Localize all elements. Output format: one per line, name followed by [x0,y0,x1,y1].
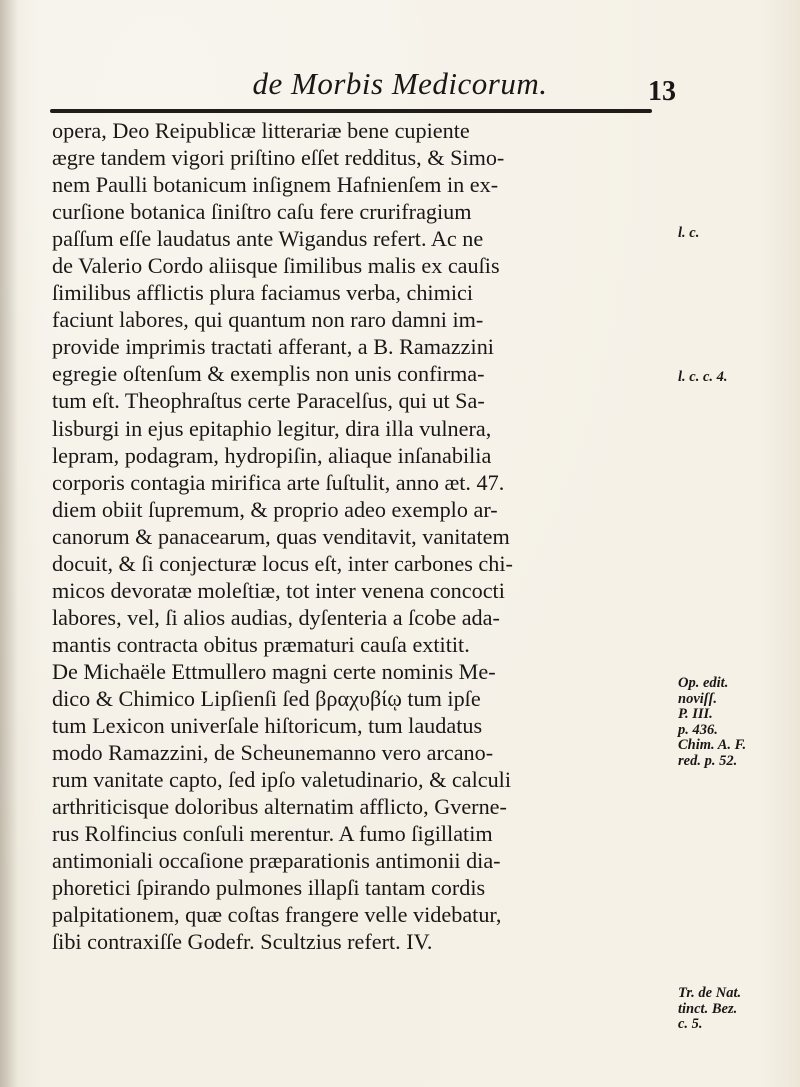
text-line: nem Paulli botanicum inſignem Hafnienſem in ex- [52,172,499,198]
text-line: modo Ramazzini, de Scheunemanno vero arcano- [52,740,494,766]
text-line: lepram, podagram, hydropiſin, aliaque inſanabilia [52,442,492,468]
text-line: paſſum eſſe laudatus ante Wigandus refert. Ac ne [52,226,484,252]
text-line: ſimilibus afflictis plura faciamus verba, chimici [52,280,474,306]
text-line: rus Rolfincius conſuli merentur. A fumo ſigillatim [52,821,493,847]
text-line: de Valerio Cordo aliisque ſimilibus malis ex cauſis [52,253,500,279]
margin-note [678,370,728,386]
text-line: De Michaële Ettmullero magni certe nominis Me- [52,658,496,684]
margin-note-line: noviſſ. [678,690,718,707]
text-line: provide imprimis tractati afferant, a B. Ramazzini [52,334,494,360]
text-line: phoretici ſpirando pulmones illapſi tantam cordis [52,875,486,901]
text-line: curſione botanica ſiniſtro caſu fere crurifragium [52,199,472,225]
running-head-title: de Morbis Medicorum. [252,66,548,101]
page-number: 13 [648,76,676,107]
margin-note-line: p. 436. [678,721,718,738]
header-rule [50,109,652,113]
text-line: faciunt labores, qui quantum non raro damni im- [52,307,484,333]
text-line: tum Lexicon univerſale hiſtoricum, tum laudatus [52,713,483,739]
text-line: antimoniali occaſione præparationis antimonii dia- [52,848,501,874]
text-line: docuit, & ſi conjecturæ locus eſt, inter carbones chi- [52,550,513,576]
margin-note-line: P. III. [678,706,713,722]
margin-note-line: c. 5. [678,1016,703,1032]
margin-note-line: l. c. c. 4. [678,369,728,385]
text-line: lisburgi in ejus epitaphio legitur, dira illa vulnera, [52,415,492,441]
text-line: ſibi contraxiſſe Godefr. Scultzius refert. IV. [52,929,433,955]
body-text [52,117,672,955]
text-line: corporis contagia mirifica arte ſuſtulit, anno æt. 47. [52,469,505,495]
margin-note-line: Chim. A. F. [678,737,747,753]
text-line: palpitationem, quæ coſtas frangere velle videbatur, [52,902,502,928]
text-line: rum vanitate capto, ſed ipſo valetudinario, & calculi [52,767,512,793]
margin-note-line: red. p. 52. [678,752,738,769]
text-line: mantis contracta obitus præmaturi cauſa extitit. [52,631,470,657]
text-line: labores, vel, ſi alios audias, dyſenteria a ſcobe ada- [52,604,500,630]
text-line: canorum & panacearum, quas venditavit, vanitatem [52,523,510,549]
margin-note-line: tinct. Bez. [678,1000,738,1017]
margin-note [678,676,746,769]
text-line: opera, Deo Reipublicæ litterariæ bene cupiente [52,118,470,143]
text-line: diem obiit ſupremum, & proprio adeo exemplo ar- [52,496,498,522]
text-line: micos devoratæ moleſtiæ, tot inter venena concocti [52,577,505,603]
margin-note-line: Op. edit. [678,675,729,691]
gutter-shadow [0,0,18,1087]
text-line: tum eſt. Theophraſtus certe Paracelſus, qui ut Sa- [52,388,485,414]
text-line: egregie oſtenſum & exemplis non unis confirma- [52,361,485,387]
text-line: ægre tandem vigori priſtino eſſet redditus, & Simo- [52,145,505,171]
text-line: dico & Chimico Lipſienſi ſed βραχυβίῳ tum ipſe [52,685,481,711]
margin-note [678,226,699,242]
margin-note-line: Tr. de Nat. [678,985,742,1001]
margin-note-line: l. c. [678,225,700,241]
margin-note [678,986,741,1033]
text-line: arthriticisque doloribus alternatim afflicto, Gverne- [52,794,507,820]
